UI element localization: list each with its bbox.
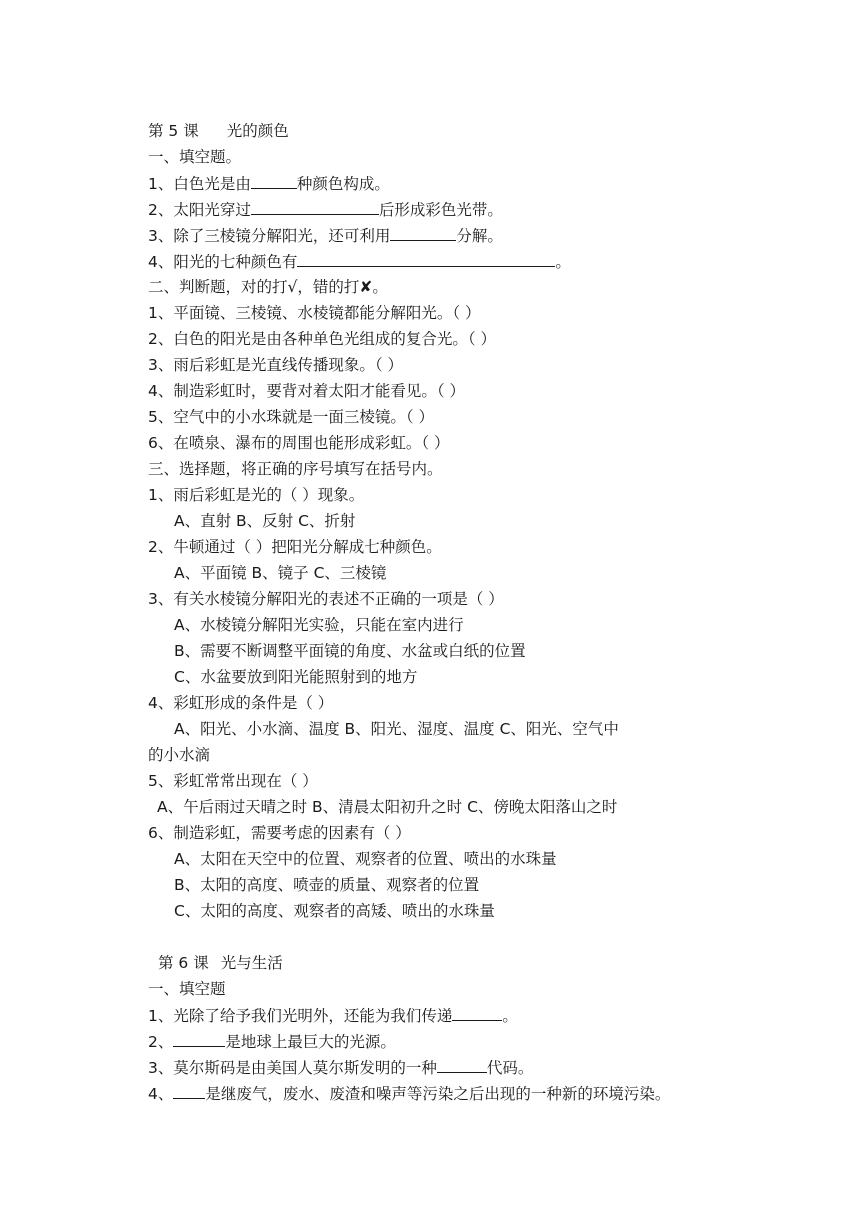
lesson6-section1-heading: 一、填空题 (148, 980, 226, 998)
choice-question-6: 6、制造彩虹，需要考虑的因素有（ ） (148, 824, 411, 842)
lesson5-section1-heading: 一、填空题。 (148, 148, 242, 166)
judge-question-2: 2、白色的阳光是由各种单色光组成的复合光。（ ） (148, 330, 497, 348)
answer-blank[interactable] (437, 1054, 487, 1073)
l6-fill-question-4-pre: 4、 (148, 1085, 174, 1103)
choice-option-6b: B、太阳的高度、喷壶的质量、观察者的位置 (174, 876, 480, 894)
l6-fill-question-1-post: 。 (502, 1007, 518, 1025)
judge-question-5: 5、空气中的小水珠就是一面三棱镜。（ ） (148, 408, 435, 426)
fill-question-2 (148, 196, 748, 222)
choice-options-1: A、直射 B、反射 C、折射 (174, 512, 356, 530)
lesson5-title-prefix: 第 5 课 (148, 122, 199, 140)
fill-question-1-pre: 1、白色光是由 (148, 175, 251, 193)
fill-question-4-pre: 4、阳光的七种颜色有 (148, 253, 298, 271)
choice-option-3c: C、水盆要放到阳光能照射到的地方 (174, 668, 418, 686)
answer-blank[interactable] (297, 248, 555, 267)
choice-option-6a: A、太阳在天空中的位置、观察者的位置、喷出的水珠量 (174, 850, 557, 868)
choice-options-4-wrap: 的小水滴 (148, 746, 211, 764)
l6-fill-question-4 (148, 1080, 748, 1106)
answer-blank[interactable] (251, 196, 379, 215)
fill-question-3-pre: 3、除了三棱镜分解阳光，还可利用 (148, 227, 391, 245)
lesson5-section2-heading: 二、判断题，对的打√，错的打✘。 (148, 278, 388, 296)
judge-question-6: 6、在喷泉、瀑布的周围也能形成彩虹。（ ） (148, 434, 450, 452)
lesson5-title-name: 光的颜色 (226, 122, 289, 140)
l6-fill-question-2-post: 是地球上最巨大的光源。 (225, 1033, 396, 1051)
choice-option-3a: A、水棱镜分解阳光实验，只能在室内进行 (174, 616, 464, 634)
lesson5-title (148, 118, 748, 144)
fill-question-4 (148, 248, 748, 274)
lesson6-title-name: 光与生活 (220, 954, 283, 972)
lesson6-title (148, 950, 748, 976)
fill-question-3 (148, 222, 748, 248)
choice-option-6c: C、太阳的高度、观察者的高矮、喷出的水珠量 (174, 902, 495, 920)
choice-question-2: 2、牛顿通过（ ）把阳光分解成七种颜色。 (148, 538, 442, 556)
l6-fill-question-4-post: 是继废气，废水、废渣和噪声等污染之后出现的一种新的环境污染。 (205, 1085, 671, 1103)
l6-fill-question-3-post: 代码。 (486, 1059, 534, 1077)
fill-question-2-pre: 2、太阳光穿过 (148, 201, 251, 219)
fill-question-2-post: 后形成彩色光带。 (378, 201, 503, 219)
answer-blank[interactable] (251, 170, 297, 189)
answer-blank[interactable] (390, 222, 456, 241)
judge-question-3: 3、雨后彩虹是光直线传播现象。（ ） (148, 356, 404, 374)
l6-fill-question-1-pre: 1、光除了给予我们光明外，还能为我们传递 (148, 1007, 453, 1025)
choice-question-3: 3、有关水棱镜分解阳光的表述不正确的一项是（ ） (148, 590, 504, 608)
choice-option-3b: B、需要不断调整平面镜的角度、水盆或白纸的位置 (174, 642, 526, 660)
l6-fill-question-1 (148, 1002, 748, 1028)
lesson6-title-prefix: 第 6 课 (158, 954, 209, 972)
fill-question-1 (148, 170, 748, 196)
judge-question-4: 4、制造彩虹时，要背对着太阳才能看见。（ ） (148, 382, 466, 400)
section-gap (148, 924, 748, 950)
judge-question-1: 1、平面镜、三棱镜、水棱镜都能分解阳光。（ ） (148, 304, 481, 322)
l6-fill-question-2 (148, 1028, 748, 1054)
lesson5-section3-heading: 三、选择题，将正确的序号填写在括号内。 (148, 460, 443, 478)
answer-blank[interactable] (173, 1028, 225, 1047)
choice-question-5: 5、彩虹常常出现在（ ） (148, 772, 318, 790)
choice-options-2: A、平面镜 B、镜子 C、三棱镜 (174, 564, 387, 582)
l6-fill-question-3 (148, 1054, 748, 1080)
l6-fill-question-2-pre: 2、 (148, 1033, 174, 1051)
answer-blank[interactable] (173, 1080, 205, 1099)
fill-question-4-post: 。 (555, 253, 571, 271)
answer-blank[interactable] (452, 1002, 502, 1021)
choice-options-4: A、阳光、小水滴、温度 B、阳光、湿度、温度 C、阳光、空气中 (174, 720, 619, 738)
choice-options-5: A、午后雨过天晴之时 B、清晨太阳初升之时 C、傍晚太阳落山之时 (157, 798, 618, 816)
worksheet-page (148, 118, 748, 1106)
fill-question-3-post: 分解。 (456, 227, 503, 245)
fill-question-1-post: 种颜色构成。 (296, 175, 390, 193)
choice-question-4: 4、彩虹形成的条件是（ ） (148, 694, 334, 712)
l6-fill-question-3-pre: 3、莫尔斯码是由美国人莫尔斯发明的一种 (148, 1059, 437, 1077)
choice-question-1: 1、雨后彩虹是光的（ ）现象。 (148, 486, 365, 504)
